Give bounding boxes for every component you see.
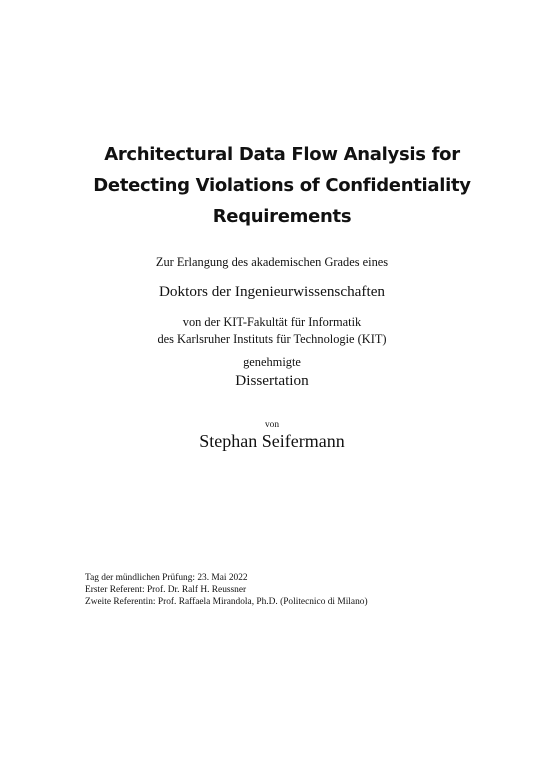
title-line-3: Requirements [212, 206, 352, 227]
dissertation-title [40, 139, 524, 232]
exam-date: Tag der mündlichen Prüfung: 23. Mai 2022 [85, 573, 248, 583]
title-line-1: Architectural Data Flow Analysis for [104, 144, 460, 165]
exam-details [85, 572, 368, 608]
faculty-line-1: von der KIT-Fakultät für Informatik [182, 315, 362, 329]
second-referee: Zweite Referentin: Prof. Raffaela Mirandola, Ph.D. (Politecnico di Milano) [85, 597, 368, 607]
by-label: von [264, 420, 280, 430]
faculty-line-2: des Karlsruher Instituts für Technologie (KIT) [157, 332, 387, 346]
degree-intro: Zur Erlangung des akademischen Grades eines [155, 255, 389, 269]
approved-label: genehmigte [243, 355, 301, 369]
author-name: Stephan Seifermann [199, 431, 345, 451]
degree-name: Doktors der Ingenieurwissenschaften [158, 283, 386, 300]
first-referee: Erster Referent: Prof. Dr. Ralf H. Reussner [85, 585, 247, 595]
document-type: Dissertation [235, 372, 309, 389]
title-line-2: Detecting Violations of Confidentiality [93, 175, 471, 196]
